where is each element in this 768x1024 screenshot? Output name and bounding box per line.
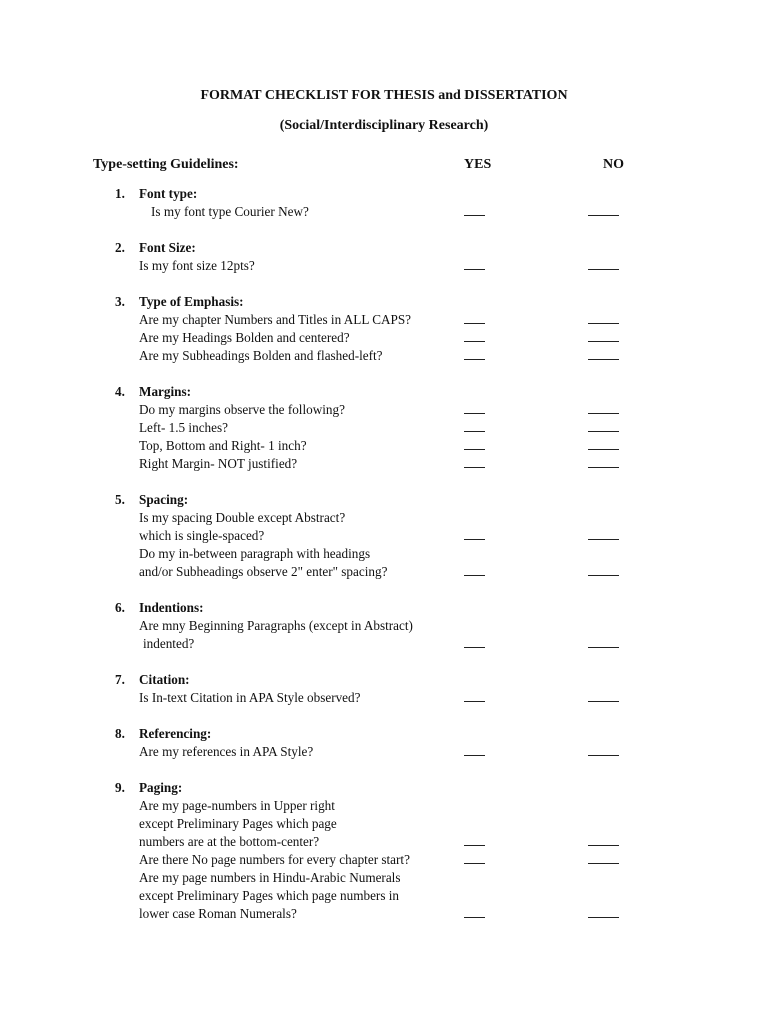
section-number: 7.: [115, 672, 125, 687]
yes-answer-blank[interactable]: [464, 467, 485, 468]
section-heading-line: [0, 491, 768, 509]
question-text: Are my chapter Numbers and Titles in ALL CAPS?: [139, 312, 412, 327]
checklist-item: [0, 329, 768, 347]
question-text: Top, Bottom and Right- 1 inch?: [139, 438, 307, 453]
no-answer-blank[interactable]: [588, 845, 619, 846]
yes-column-header: YES: [464, 157, 492, 172]
checklist-item: [0, 833, 768, 851]
no-answer-blank[interactable]: [588, 539, 619, 540]
yes-answer-blank[interactable]: [464, 701, 485, 702]
section-heading: Citation:: [139, 672, 190, 687]
section-heading: Spacing:: [139, 492, 189, 507]
section-heading-line: [0, 671, 768, 689]
section-heading-line: [0, 293, 768, 311]
no-answer-blank[interactable]: [588, 323, 619, 324]
question-text: which is single-spaced?: [139, 528, 265, 543]
question-text: Are mny Beginning Paragraphs (except in Abstract): [139, 618, 413, 633]
checklist-item: [0, 851, 768, 869]
section-number: 3.: [115, 294, 125, 309]
checklist-section: [0, 599, 768, 653]
section-number: 2.: [115, 240, 125, 255]
checklist-item: [0, 455, 768, 473]
section-number: 9.: [115, 780, 125, 795]
checklist-item: [0, 797, 768, 815]
question-text: Do my in-between paragraph with headings: [139, 546, 371, 561]
question-text: Is my spacing Double except Abstract?: [139, 510, 346, 525]
checklist-section: [0, 725, 768, 761]
checklist-item: [0, 401, 768, 419]
question-text: Are my references in APA Style?: [139, 744, 314, 759]
checklist-item: [0, 545, 768, 563]
no-answer-blank[interactable]: [588, 215, 619, 216]
checklist-item: [0, 419, 768, 437]
section-heading: Font Size:: [139, 240, 196, 255]
question-text: numbers are at the bottom-center?: [139, 834, 320, 849]
question-text: Are my page numbers in Hindu-Arabic Numerals: [139, 870, 401, 885]
yes-answer-blank[interactable]: [464, 215, 485, 216]
section-heading-line: [0, 383, 768, 401]
checklist-item: [0, 815, 768, 833]
checklist-section: [0, 293, 768, 365]
section-heading: Indentions:: [139, 600, 204, 615]
yes-answer-blank[interactable]: [464, 845, 485, 846]
section-number: 4.: [115, 384, 125, 399]
question-text: Is my font type Courier New?: [151, 204, 309, 219]
section-heading-line: [0, 779, 768, 797]
checklist-section: [0, 779, 768, 923]
no-answer-blank[interactable]: [588, 431, 619, 432]
section-number: 5.: [115, 492, 125, 507]
question-text: Right Margin- NOT justified?: [139, 456, 298, 471]
checklist-item: [0, 527, 768, 545]
section-heading-line: [0, 239, 768, 257]
question-text: Is my font size 12pts?: [139, 258, 255, 273]
checklist-item: [0, 203, 768, 221]
section-heading-line: [0, 185, 768, 203]
yes-answer-blank[interactable]: [464, 539, 485, 540]
no-answer-blank[interactable]: [588, 341, 619, 342]
section-heading-line: [0, 725, 768, 743]
checklist-item: [0, 311, 768, 329]
yes-answer-blank[interactable]: [464, 323, 485, 324]
question-text: indented?: [143, 636, 195, 651]
question-text: Do my margins observe the following?: [139, 402, 345, 417]
question-text: and/or Subheadings observe 2" enter" spacing?: [139, 564, 388, 579]
yes-answer-blank[interactable]: [464, 341, 485, 342]
no-answer-blank[interactable]: [588, 359, 619, 360]
section-number: 1.: [115, 186, 125, 201]
no-answer-blank[interactable]: [588, 413, 619, 414]
document-title: FORMAT CHECKLIST FOR THESIS and DISSERTATION: [200, 88, 568, 103]
no-answer-blank[interactable]: [588, 647, 619, 648]
checklist-section: [0, 185, 768, 221]
no-answer-blank[interactable]: [588, 917, 619, 918]
checklist-section: [0, 239, 768, 275]
question-text: Are my Subheadings Bolden and flashed-left?: [139, 348, 383, 363]
checklist-item: [0, 563, 768, 581]
yes-answer-blank[interactable]: [464, 413, 485, 414]
section-number: 8.: [115, 726, 125, 741]
yes-answer-blank[interactable]: [464, 431, 485, 432]
no-column-header: NO: [603, 157, 624, 172]
question-text: Are my page-numbers in Upper right: [139, 798, 335, 813]
question-text: Is In-text Citation in APA Style observed?: [139, 690, 361, 705]
checklist-item: [0, 437, 768, 455]
no-answer-blank[interactable]: [588, 449, 619, 450]
document-subtitle: (Social/Interdisciplinary Research): [279, 118, 489, 133]
checklist-item: [0, 743, 768, 761]
no-answer-blank[interactable]: [588, 269, 619, 270]
yes-answer-blank[interactable]: [464, 647, 485, 648]
section-heading: Font type:: [139, 186, 198, 201]
question-text: except Preliminary Pages which page numbers in: [139, 888, 400, 903]
section-heading: Referencing:: [139, 726, 212, 741]
checklist-section: [0, 491, 768, 581]
question-text: Are there No page numbers for every chapter start?: [139, 852, 410, 867]
section-heading: Margins:: [139, 384, 192, 399]
checklist-section: [0, 383, 768, 473]
column-header-row: [93, 157, 633, 175]
yes-answer-blank[interactable]: [464, 917, 485, 918]
checklist-section: [0, 671, 768, 707]
no-answer-blank[interactable]: [588, 575, 619, 576]
yes-answer-blank[interactable]: [464, 755, 485, 756]
section-heading: Paging:: [139, 780, 183, 795]
section-number: 6.: [115, 600, 125, 615]
checklist-item: [0, 347, 768, 365]
question-text: Are my Headings Bolden and centered?: [139, 330, 350, 345]
checklist-item: [0, 887, 768, 905]
no-answer-blank[interactable]: [588, 863, 619, 864]
checklist-item: [0, 617, 768, 635]
checklist-item: [0, 257, 768, 275]
checklist-item: [0, 905, 768, 923]
checklist-item: [0, 869, 768, 887]
yes-answer-blank[interactable]: [464, 359, 485, 360]
no-answer-blank[interactable]: [588, 467, 619, 468]
question-text: Left- 1.5 inches?: [139, 420, 228, 435]
checklist-item: [0, 689, 768, 707]
yes-answer-blank[interactable]: [464, 449, 485, 450]
no-answer-blank[interactable]: [588, 755, 619, 756]
question-text: lower case Roman Numerals?: [139, 906, 297, 921]
yes-answer-blank[interactable]: [464, 269, 485, 270]
checklist-item: [0, 509, 768, 527]
yes-answer-blank[interactable]: [464, 575, 485, 576]
section-heading: Type of Emphasis:: [139, 294, 244, 309]
guidelines-label: Type-setting Guidelines:: [93, 157, 239, 172]
no-answer-blank[interactable]: [588, 701, 619, 702]
checklist-item: [0, 635, 768, 653]
question-text: except Preliminary Pages which page: [139, 816, 337, 831]
section-heading-line: [0, 599, 768, 617]
yes-answer-blank[interactable]: [464, 863, 485, 864]
